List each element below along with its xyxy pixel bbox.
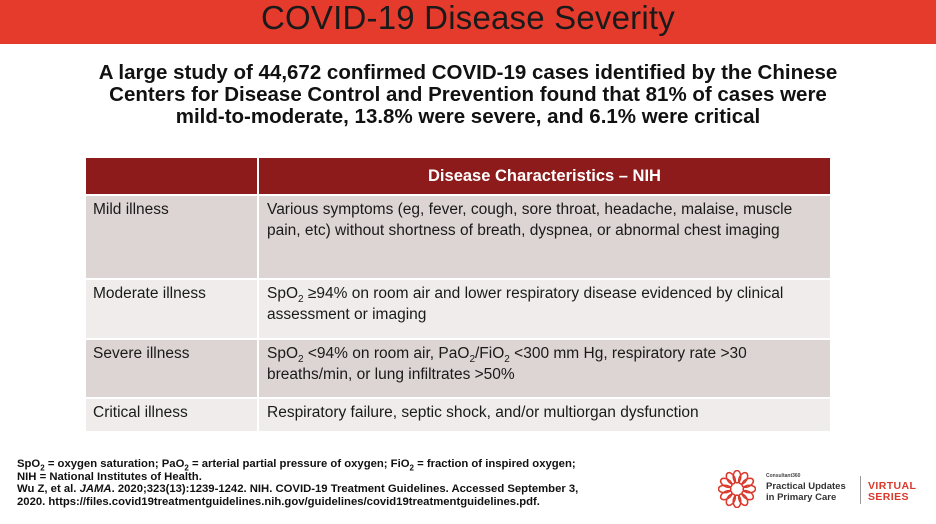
footnote-citation: Wu Z, et al. JAMA. 2020;323(13):1239-1242. NIH. COVID-19 Treatment Guidelines. Accessed September 3, — [17, 483, 579, 496]
slide-title: COVID-19 Disease Severity — [261, 0, 675, 36]
table-header: Disease Characteristics – NIH — [259, 158, 830, 194]
subtitle-line-2: Centers for Disease Control and Prevention found that 81% of cases were — [109, 83, 827, 106]
disease-characteristics-table — [86, 158, 830, 431]
footnote-abbreviations: SpO$_2$ = oxygen saturation; PaO$_2$ = arterial partial pressure of oxygen; FiO$_2$ = fraction of inspired oxygen; — [17, 458, 576, 473]
table-row — [86, 397, 830, 431]
table-header-blank — [86, 158, 259, 194]
footnote — [17, 458, 717, 508]
title-bar — [0, 0, 936, 44]
severity-description: SpO$_2$ <94% on room air, PaO$_2$/FiO$_2$ <300 mm Hg, respiratory rate >30 breaths/min, or lung infiltrates >50% — [259, 338, 830, 397]
severity-label: Severe illness — [86, 338, 259, 397]
table-header-row — [86, 158, 830, 194]
severity-label: Moderate illness — [86, 278, 259, 338]
table-row — [86, 278, 830, 338]
subtitle-line-1: A large study of 44,672 confirmed COVID-19 cases identified by the Chinese — [98, 61, 838, 84]
table-row — [86, 338, 830, 397]
slide-subtitle — [30, 62, 906, 128]
logo-brand-small: Consultant360 — [766, 473, 801, 479]
logo-ring-icon — [718, 470, 756, 508]
logo-divider — [860, 476, 861, 504]
severity-label: Critical illness — [86, 397, 259, 431]
severity-label: Mild illness — [86, 194, 259, 278]
severity-description: Various symptoms (eg, fever, cough, sore throat, headache, malaise, muscle pain, etc) without shortness of breath, dyspnea, or abnormal chest imaging — [259, 194, 830, 278]
table-row — [86, 194, 830, 278]
severity-description: Respiratory failure, septic shock, and/or multiorgan dysfunction — [259, 397, 830, 431]
footnote-nih: NIH = National Institutes of Health. — [17, 470, 202, 483]
footnote-url: 2020. https://files.covid19treatmentguidelines.nih.gov/guidelines/covid19treatmentguidelines.pdf. — [17, 495, 540, 508]
logo-series: VIRTUAL SERIES — [868, 480, 917, 503]
severity-description: SpO$_2$ ≥94% on room air and lower respiratory disease evidenced by clinical assessment or imaging — [259, 278, 830, 338]
practical-updates-logo — [718, 466, 930, 512]
subtitle-line-3: mild-to-moderate, 13.8% were severe, and 6.1% were critical — [175, 105, 761, 128]
logo-name: Practical Updates in Primary Care — [766, 481, 846, 503]
